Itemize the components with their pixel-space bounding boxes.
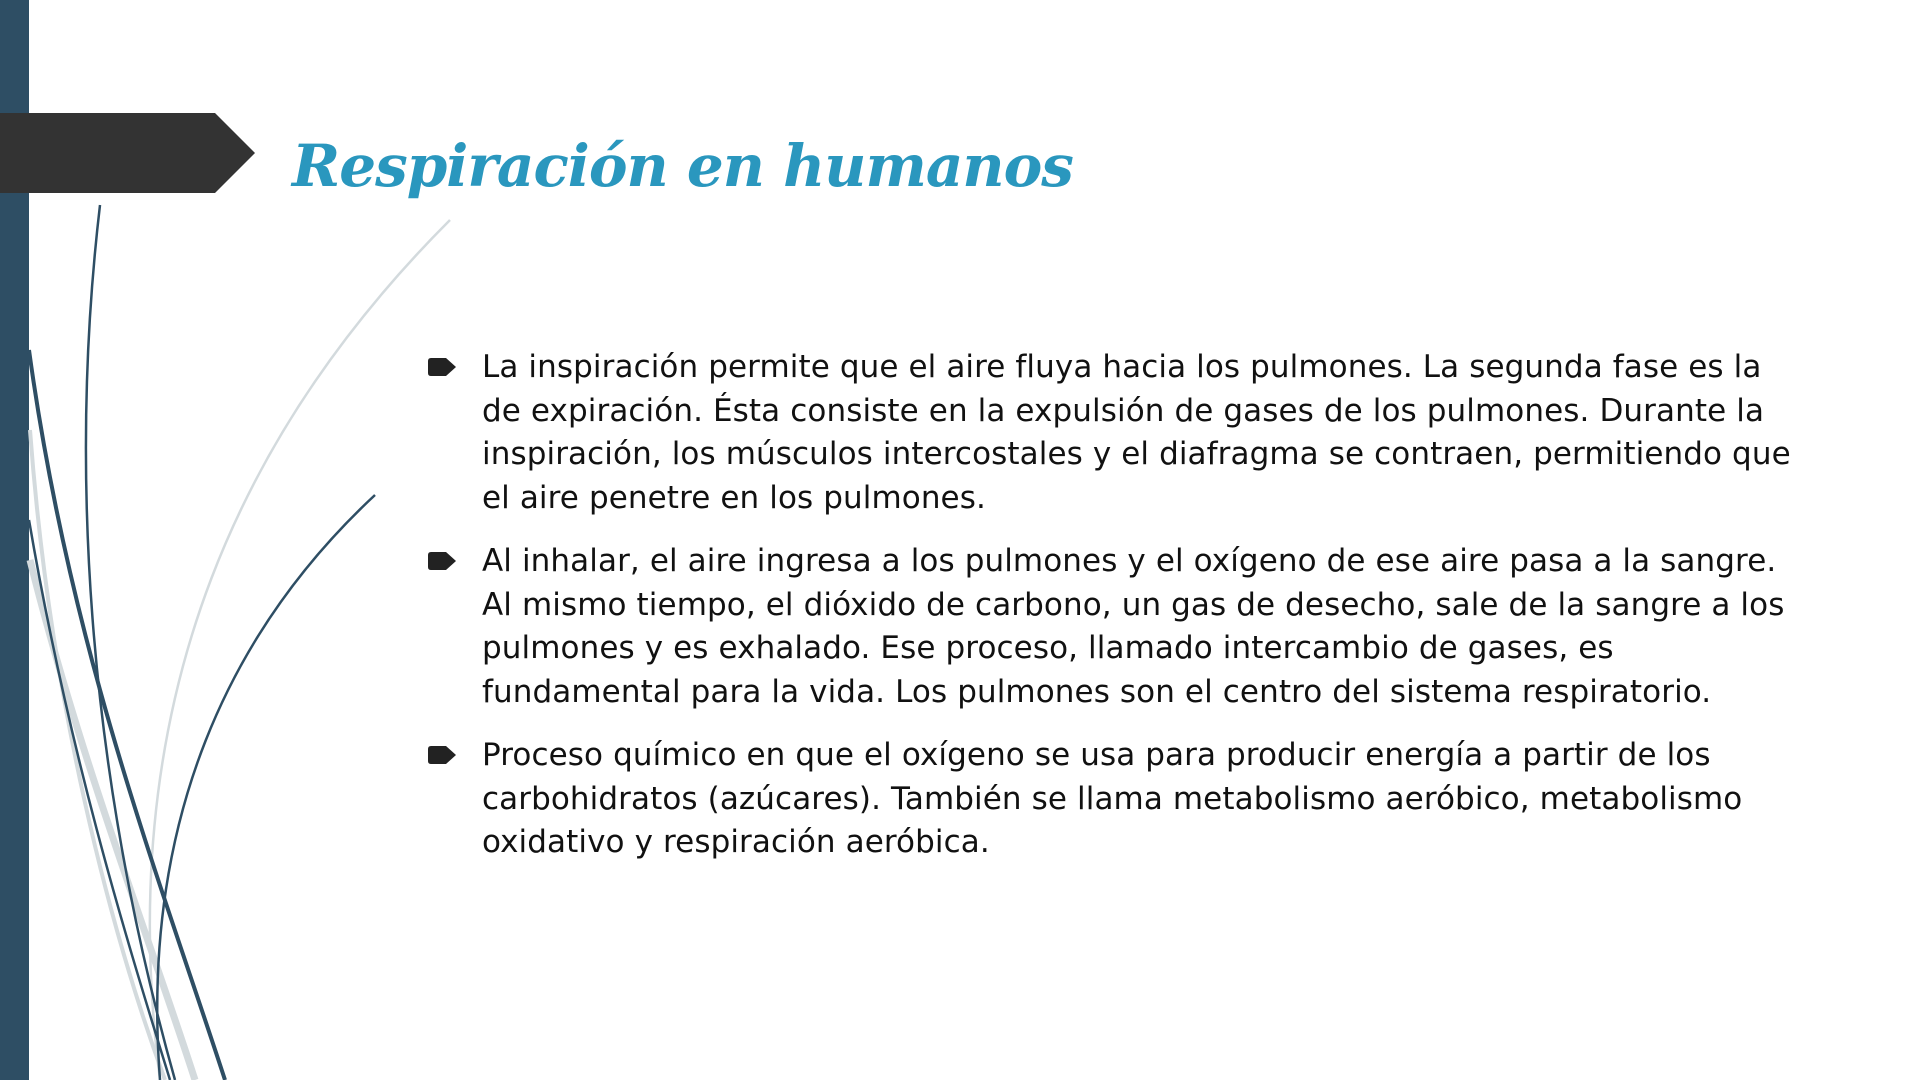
bullet-text: Proceso químico en que el oxígeno se usa para producir energía a partir de los carbohidratos (azúcares). También se llama metabolismo aeróbico, metabolismo oxidativo y respiración aeróbica.	[482, 737, 1743, 860]
bullet-list	[420, 346, 1810, 885]
bullet-text: La inspiración permite que el aire fluya hacia los pulmones. La segunda fase es la de expiración. Ésta consiste en la expulsión de gases de los pulmones. Durante la inspiración, los músculos intercostales y el diafragma se contraen, permitiendo que el aire penetre en los pulmones.	[482, 349, 1791, 516]
bullet-item	[420, 734, 1810, 865]
dark-curve	[157, 495, 375, 1080]
bullet-item	[420, 346, 1810, 520]
arrow-bullet-icon	[428, 358, 456, 376]
bullet-item	[420, 540, 1810, 714]
light-curve	[30, 430, 165, 1080]
bullet-text: Al inhalar, el aire ingresa a los pulmones y el oxígeno de ese aire pasa a la sangre. Al mismo tiempo, el dióxido de carbono, un gas de desecho, sale de la sangre a los pulmones y es exhalado. Ese proceso, llamado intercambio de gases, es fundamental para la vida. Los pulmones son el centro del sistema respiratorio.	[482, 543, 1785, 710]
slide-title: Respiración en humanos	[292, 132, 1073, 200]
arrow-bullet-icon	[428, 746, 456, 764]
title-arrow-banner	[0, 113, 255, 193]
light-curve	[150, 220, 450, 1080]
arrow-bullet-icon	[428, 552, 456, 570]
